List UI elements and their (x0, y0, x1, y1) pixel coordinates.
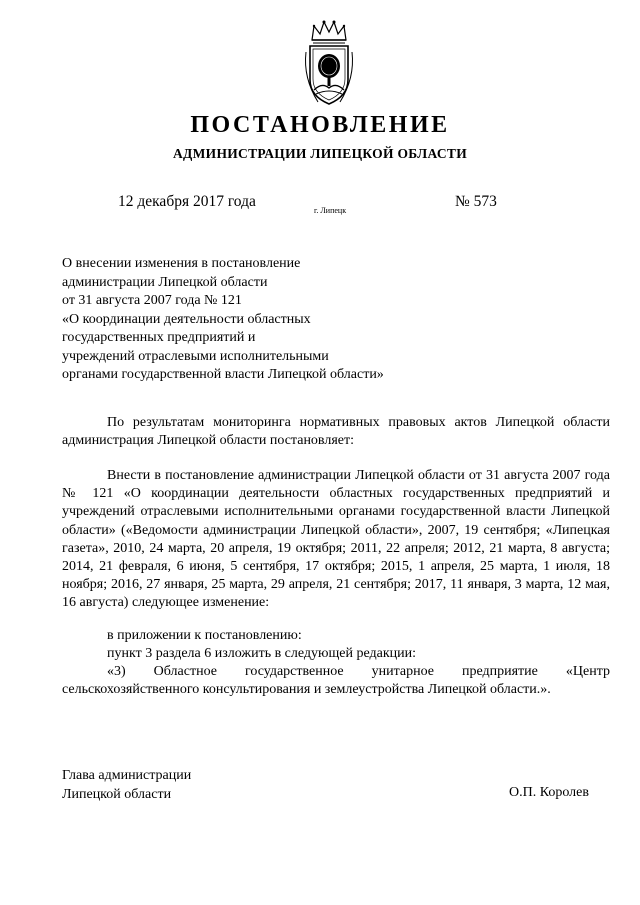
subject-line: органами государственной власти Липецкой области» (62, 367, 384, 382)
subject-line: «О координации деятельности областных (62, 311, 311, 327)
subject-line: учреждений отраслевыми исполнительными (62, 348, 329, 364)
body-paragraph-appendix: в приложении к постановлению: (107, 628, 302, 643)
coat-of-arms-icon (300, 18, 358, 106)
signatory-position-line: Липецкой области (62, 786, 172, 802)
document-subtitle: АДМИНИСТРАЦИИ ЛИПЕЦКОЙ ОБЛАСТИ (172, 146, 468, 161)
document-title: ПОСТАНОВЛЕНИЕ (190, 112, 450, 138)
document-number: № 573 (455, 193, 497, 210)
signatory-name: О.П. Королев (509, 785, 589, 800)
subject-line: администрации Липецкой области (62, 274, 268, 290)
signatory-position (62, 767, 191, 804)
document-city: г. Липецк (314, 206, 347, 215)
subject-line: от 31 августа 2007 года № 121 (62, 293, 242, 308)
body-paragraph-clause: пункт 3 раздела 6 изложить в следующей редакции: (107, 646, 417, 661)
subject-line: О внесении изменения в постановление (62, 256, 301, 271)
body-paragraph-new-text: «3) Областное государственное унитарное предприятие «Центр сельскохозяйственного консультирования и землеустройства Липецкой области.». (62, 664, 610, 698)
document-subject (62, 255, 462, 385)
subject-line: государственных предприятий и (62, 330, 256, 345)
signatory-position-line: Глава администрации (62, 768, 192, 783)
body-paragraph-amendment: Внести в постановление администрации Липецкой области от 31 августа 2007 года № 121 «О координации деятельности областных государственных предприятий и учреждений отраслевыми исполнительными органами государственной власти Липецкой области» («Ведомости администрации Липецкой области», 2007, 19 сентября; «Липецкая газета», 2010, 24 марта, 20 апреля, 19 октября; 2011, 22 апреля; 2012, 21 марта, 8 августа; 2014, 21 февраля, 6 июня, 5 сентября, 17 октября; 2015, 1 апреля, 25 марта, 1 июля, 18 ноября; 2016, 27 января, 25 марта, 29 апреля, 21 сентября; 2017, 11 января, 3 марта, 12 мая, 16 августа) следующее изменение: (62, 468, 610, 611)
body-paragraph-preamble: По результатам мониторинга нормативных правовых актов Липецкой области администрация Липецкой области постановляет: (62, 415, 610, 449)
document-date: 12 декабря 2017 года (118, 193, 256, 210)
